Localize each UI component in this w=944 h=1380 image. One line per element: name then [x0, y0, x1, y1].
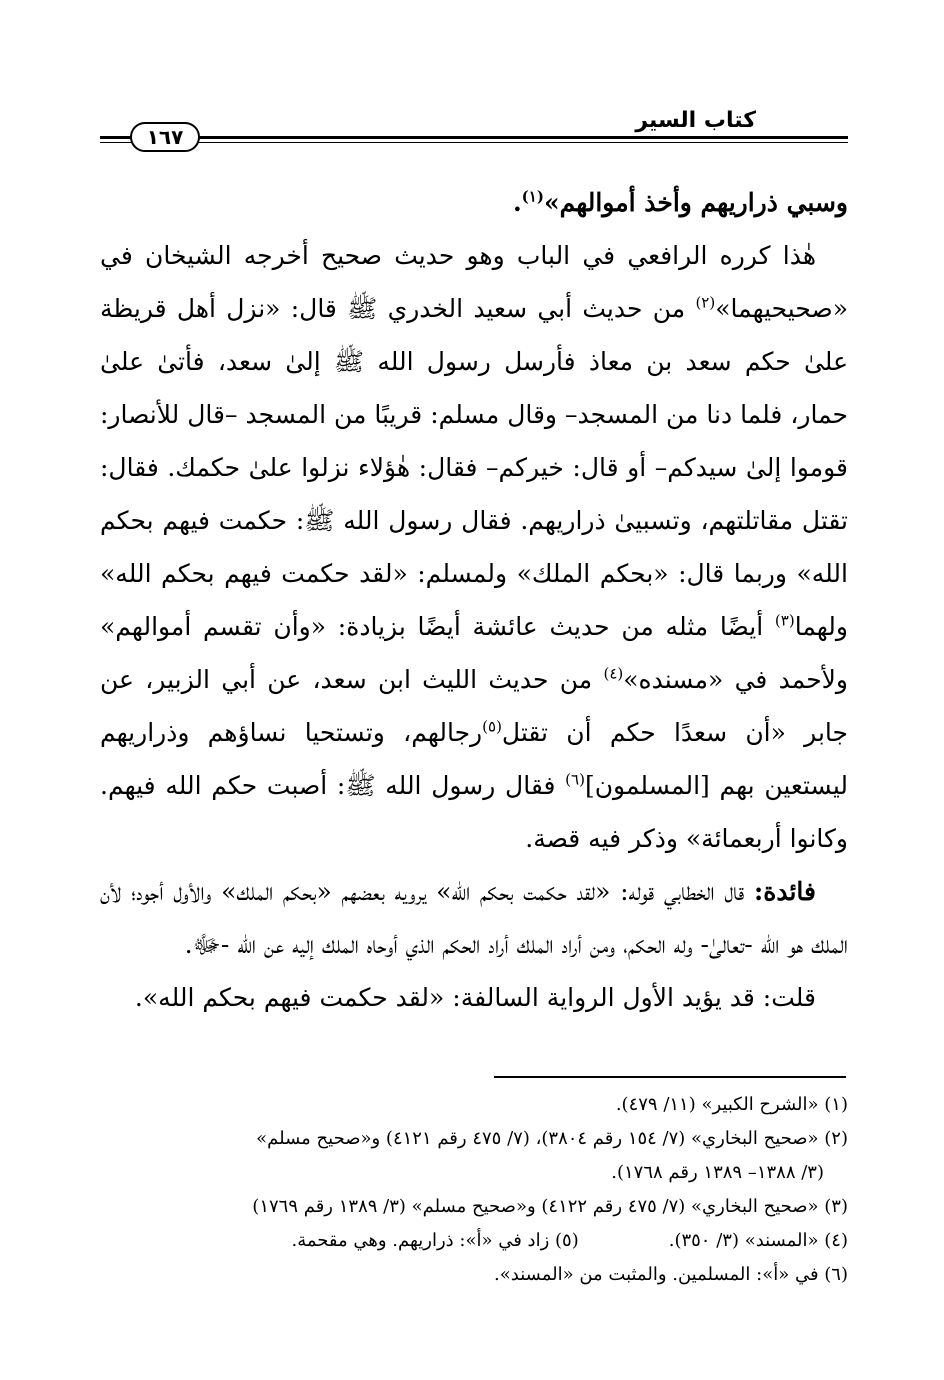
footnote-ref: (٣)	[774, 611, 795, 630]
paragraph	[100, 971, 848, 1024]
paragraph	[100, 229, 848, 865]
header-rule	[198, 136, 848, 139]
header-rule	[198, 142, 848, 143]
text-span: قلت: قد يؤيد الأول الرواية السالفة: «لقد حكمت فيهم بحكم الله».	[134, 983, 816, 1012]
footnote: (٤) «المسند» (٣/ ٣٥٠).	[668, 1230, 848, 1251]
main-text	[100, 176, 848, 1024]
text-span: من حديث أبي سعيد الخدري ﷺ قال: «نزل أهل قريظة علىٰ حكم سعد بن معاذ فأرسل رسول الله ﷺ إلىٰ سعد، فأتىٰ علىٰ حمار، فلما دنا من المسجد– وقال مسلم: قريبًا من المسجد –قال للأنصار: قوموا إلىٰ سيدكم– أو قال: خيركم– فقال: هٰؤلاء نزلوا علىٰ حكمك. فقال: تقتل مقاتلتهم، وتسبيىٰ ذراريهم. فقال رسول الله ﷺ: حكمت فيهم بحكم الله» وربما قال: «بحكم الملك» ولمسلم: «لقد حكمت فيهم بحكم الله» ولهما	[100, 294, 848, 641]
footnotes	[100, 1088, 848, 1292]
paragraph	[100, 176, 848, 229]
text-span: أيضًا مثله من حديث عائشة أيضًا بزيادة: «وأن تقسم أموالهم» ولأحمد في «مسنده»	[100, 612, 849, 694]
text-span: قال الخطابي قوله: «لقد حكمت بحكم الله» يرويه بعضهم «بحكم الملك» والأول أجود؛ لأن الملك هو الله -تعالىٰ- وله الحكم، ومن أراد الملك أراد الحكم الذي أوحاه الملك إليه عن الله -ﷻ.	[100, 877, 848, 959]
footnote-separator	[494, 1076, 846, 1078]
text-span: فقال رسول الله ﷺ: أصبت حكم الله فيهم. وكانوا أربعمائة» وذكر فيه قصة.	[100, 771, 848, 853]
text-span: رجالهم، وتستحيا نساؤهم وذراريهم ليستعين بهم [المسلمون]	[100, 718, 848, 800]
paragraph	[100, 865, 848, 971]
footnote-ref: (٦)	[565, 770, 585, 789]
footnote: (٣) «صحيح البخاري» (٧/ ٤٧٥ رقم ٤١٢٢) و«صحيح مسلم» (٣/ ١٣٨٩ رقم ١٧٦٩)	[252, 1196, 848, 1217]
running-title: كتاب السير	[635, 108, 756, 133]
note-label: فائدة:	[754, 877, 816, 906]
header-rule	[100, 142, 134, 143]
footnote: (٢) «صحيح البخاري» (٧/ ١٥٤ رقم ٣٨٠٤)، (٧/ ٤٧٥ رقم ٤١٢١) و«صحيح مسلم»	[256, 1128, 848, 1149]
text-span: من حديث الليث ابن سعد، عن أبي الزبير، عن جابر «أن سعدًا حكم أن تقتل	[100, 665, 848, 747]
footnote: (١) «الشرح الكبير» (١١/ ٤٧٩).	[615, 1094, 848, 1115]
footnote-row	[100, 1224, 848, 1258]
footnote: (٦) في «أ»: المسلمين. والمثبت من «المسند».	[494, 1264, 848, 1285]
footnote-ref: (٤)	[603, 664, 624, 683]
page-header	[100, 108, 848, 152]
footnote-continuation: (٣/ ١٣٨٨– ١٣٨٩ رقم ١٧٦٨).	[611, 1162, 824, 1183]
footnote-ref: (٢)	[695, 293, 716, 312]
text-span: هٰذا كرره الرافعي في الباب وهو حديث صحيح أخرجه الشيخان في «صحيحيهما»	[100, 241, 848, 323]
text-span: .	[512, 188, 522, 217]
page-number: ١٦٧	[130, 122, 200, 152]
header-rule	[100, 136, 134, 139]
text-span: وسبي ذراريهم وأخذ أموالهم»	[543, 188, 848, 217]
footnote-ref: (١)	[521, 187, 544, 206]
footnote: (٥) زاد في «أ»: ذراريهم. وهي مقحمة.	[291, 1230, 579, 1251]
footnote-ref: (٥)	[482, 717, 502, 736]
